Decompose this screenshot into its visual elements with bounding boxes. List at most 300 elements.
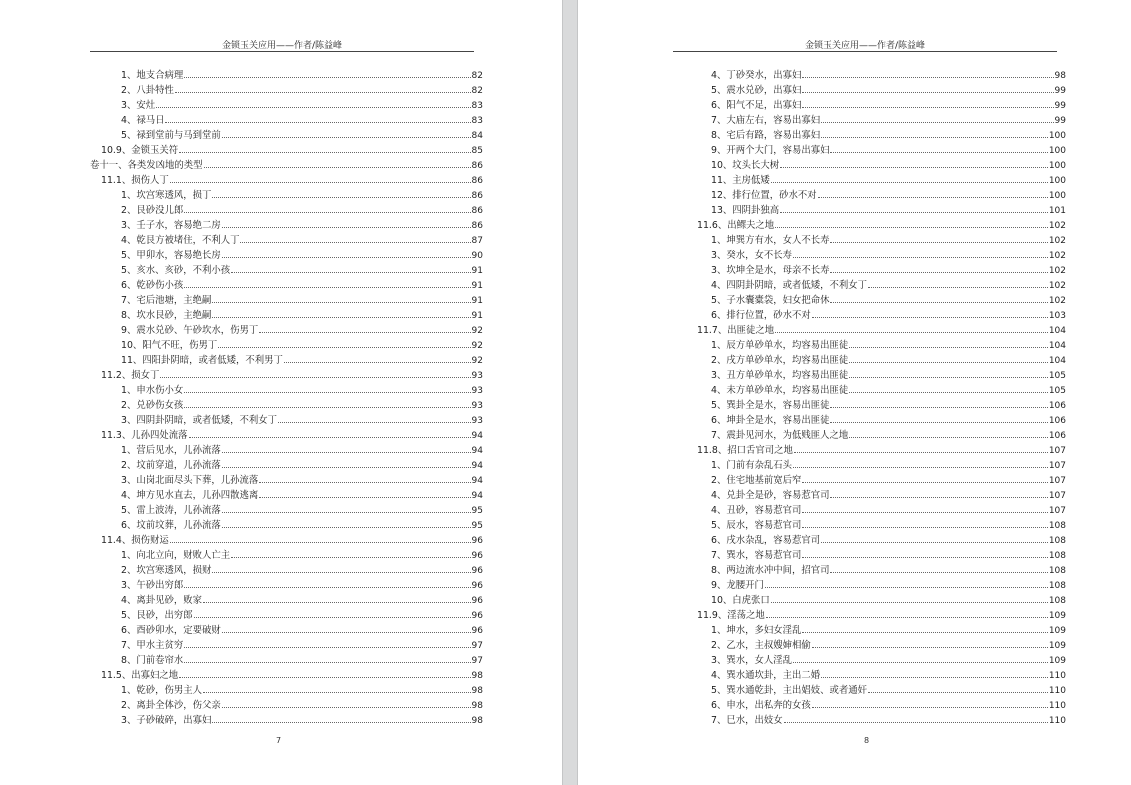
toc-entry-label: 3、丑方单砂单水，均容易出匪徒 [711, 370, 849, 381]
toc-entry-page: 107 [1048, 476, 1066, 486]
dot-leader [802, 622, 1047, 633]
toc-entry[interactable] [90, 97, 483, 112]
toc-entry-label: 6、申水，出私奔的女孩 [711, 700, 811, 711]
toc-entry[interactable] [90, 532, 483, 547]
toc-entry[interactable] [90, 667, 483, 682]
toc-entry-page: 100 [1048, 161, 1066, 171]
dot-leader [793, 247, 1048, 258]
dot-leader [222, 697, 471, 708]
toc-entry-label: 11.8、招口舌官司之地 [697, 445, 793, 456]
dot-leader [830, 142, 1047, 153]
dot-leader [156, 97, 470, 108]
toc-entry-label: 11.5、出寡妇之地 [101, 670, 179, 681]
toc-entry[interactable] [90, 637, 483, 652]
toc-entry-page: 102 [1048, 281, 1066, 291]
toc-entry-page: 90 [471, 251, 483, 261]
toc-entry[interactable] [686, 172, 1066, 187]
toc-entry-page: 98 [471, 701, 483, 711]
toc-entry-label: 5、巽卦全是水，容易出匪徒 [711, 400, 830, 411]
toc-entry-page: 93 [471, 416, 483, 426]
toc-entry[interactable] [90, 517, 483, 532]
dot-leader [780, 202, 1048, 213]
dot-leader [780, 157, 1048, 168]
toc-entry[interactable] [90, 322, 483, 337]
toc-entry-page: 91 [471, 296, 483, 306]
toc-entry[interactable] [686, 517, 1066, 532]
toc-entry-label: 4、离卦见砂，败家 [121, 595, 202, 606]
toc-entry[interactable] [686, 382, 1066, 397]
toc-entry-page: 86 [471, 221, 483, 231]
toc-entry-page: 85 [471, 146, 483, 156]
toc-entry-page: 98 [471, 671, 483, 681]
dot-leader [212, 307, 470, 318]
toc-entry[interactable] [90, 217, 483, 232]
toc-entry[interactable] [686, 427, 1066, 442]
toc-entry-page: 108 [1048, 566, 1066, 576]
dot-leader [830, 232, 1047, 243]
dot-leader [175, 82, 471, 93]
toc-entry[interactable] [90, 142, 483, 157]
toc-entry-page: 108 [1048, 581, 1066, 591]
toc-entry-page: 96 [471, 611, 483, 621]
dot-leader [802, 472, 1047, 483]
toc-entry-page: 92 [471, 326, 483, 336]
dot-leader [802, 67, 1053, 78]
toc-entry-page: 96 [471, 626, 483, 636]
dot-leader [830, 412, 1047, 423]
toc-entry[interactable] [686, 562, 1066, 577]
dot-leader [821, 127, 1048, 138]
dot-leader [184, 397, 470, 408]
page-header: 金锁玉关应用——作者/陈益峰 [221, 41, 343, 51]
toc-entry[interactable] [686, 667, 1066, 682]
toc-entry-label: 1、坤巽方有水，女人不长寿 [711, 235, 830, 246]
toc-entry[interactable] [686, 217, 1066, 232]
toc-entry-page: 100 [1048, 191, 1066, 201]
toc-entry-page: 92 [471, 356, 483, 366]
dot-leader [849, 337, 1048, 348]
toc-entry-label: 5、雷上波涛，儿孙流落 [121, 505, 221, 516]
toc-entry-label: 5、艮砂，出穷郎 [121, 610, 193, 621]
toc-entry-page: 106 [1048, 416, 1066, 426]
toc-entry[interactable] [686, 607, 1066, 622]
toc-entry-label: 4、坤方见水直去，儿孙四散逃离 [121, 490, 259, 501]
toc-entry-label: 3、坎坤全是水，母亲不长寿 [711, 265, 830, 276]
toc-entry-label: 5、子水囊橐袋，妇女把命休 [711, 295, 830, 306]
toc-entry[interactable] [686, 712, 1066, 727]
toc-entry-label: 1、申水伤小女 [121, 385, 184, 396]
toc-entry[interactable] [686, 82, 1066, 97]
toc-entry-page: 96 [471, 566, 483, 576]
dot-leader [184, 382, 470, 393]
dot-leader [222, 442, 471, 453]
dot-leader [203, 682, 471, 693]
dot-leader [821, 667, 1048, 678]
toc-entry-page: 109 [1048, 626, 1066, 636]
toc-entry[interactable] [90, 232, 483, 247]
toc-entry-page: 109 [1048, 641, 1066, 651]
toc-entry-label: 4、丁砂癸水，出寡妇 [711, 70, 802, 81]
dot-leader [794, 442, 1048, 453]
toc-entry-label: 1、辰方单砂单水，均容易出匪徒 [711, 340, 849, 351]
toc-entry[interactable] [90, 172, 483, 187]
toc-entry[interactable] [90, 487, 483, 502]
toc-entry-label: 5、震水兑砂，出寡妇 [711, 85, 802, 96]
toc-entry-label: 卷十一、各类发凶地的类型 [90, 160, 203, 171]
toc-entry-page: 94 [471, 476, 483, 486]
toc-entry-label: 8、坎水艮砂，主绝嗣 [121, 310, 212, 321]
dot-leader [259, 487, 470, 498]
toc-entry[interactable] [90, 427, 483, 442]
toc-entry-page: 107 [1048, 446, 1066, 456]
toc-entry-page: 100 [1048, 131, 1066, 141]
toc-entry[interactable] [686, 157, 1066, 172]
toc-entry-label: 11、主房低矮 [711, 175, 770, 186]
toc-entry[interactable] [90, 187, 483, 202]
toc-entry-page: 86 [471, 176, 483, 186]
toc-entry-label: 2、兑砂伤女孩 [121, 400, 184, 411]
toc-entry-label: 1、营后见水，儿孙流落 [121, 445, 221, 456]
toc-entry[interactable] [686, 547, 1066, 562]
dot-leader [184, 637, 470, 648]
toc-entry[interactable] [90, 337, 483, 352]
toc-entry-label: 5、甲卯水，容易绝长房 [121, 250, 221, 261]
toc-entry-page: 86 [471, 161, 483, 171]
toc-entry[interactable] [686, 487, 1066, 502]
toc-entry-label: 4、兑卦全是砂，容易惹官司 [711, 490, 830, 501]
toc-entry-label: 7、宅后池塘，主绝嗣 [121, 295, 212, 306]
dot-leader [775, 322, 1048, 333]
toc-entry[interactable] [90, 397, 483, 412]
toc-entry-page: 109 [1048, 656, 1066, 666]
dot-leader [830, 292, 1047, 303]
toc-entry-page: 92 [471, 341, 483, 351]
toc-entry[interactable] [686, 352, 1066, 367]
dot-leader [231, 547, 470, 558]
dot-leader [849, 367, 1048, 378]
toc-entry[interactable] [686, 682, 1066, 697]
toc-entry-label: 9、开两个大门，容易出寡妇 [711, 145, 830, 156]
toc-entry-page: 107 [1048, 506, 1066, 516]
dot-leader [812, 307, 1048, 318]
header-rule [90, 51, 474, 52]
toc-entry[interactable] [686, 277, 1066, 292]
toc-entry-page: 87 [471, 236, 483, 246]
toc-entry-label: 6、乾砂伤小孩 [121, 280, 184, 291]
toc-entry[interactable] [90, 112, 483, 127]
toc-entry[interactable] [686, 322, 1066, 337]
toc-entry[interactable] [686, 232, 1066, 247]
toc-entry-page: 106 [1048, 401, 1066, 411]
toc-entry-page: 102 [1048, 296, 1066, 306]
page-number: 8 [864, 736, 870, 745]
toc-entry-label: 5、巽水通乾卦，主出娼妓、或者通奸 [711, 685, 867, 696]
toc-entry[interactable] [90, 262, 483, 277]
dot-leader [784, 712, 1048, 723]
toc-entry-label: 10、白虎张口 [711, 595, 770, 606]
page-right [578, 0, 1131, 785]
toc-entry[interactable] [90, 697, 483, 712]
toc-entry-label: 1、坎宫寒透风，损丁 [121, 190, 212, 201]
toc-entry-label: 2、坟前穿道，儿孙流落 [121, 460, 221, 471]
dot-leader [212, 187, 470, 198]
toc-entry-page: 98 [1054, 71, 1066, 81]
toc-entry[interactable] [686, 112, 1066, 127]
dot-leader [184, 277, 470, 288]
toc-entry[interactable] [90, 607, 483, 622]
dot-leader [218, 337, 470, 348]
toc-entry-label: 5、辰水，容易惹官司 [711, 520, 802, 531]
toc-entry-page: 100 [1048, 176, 1066, 186]
toc-entry[interactable] [686, 202, 1066, 217]
toc-entry-label: 2、戌方单砂单水，均容易出匪徒 [711, 355, 849, 366]
toc-entry[interactable] [90, 247, 483, 262]
toc-entry-label: 11.7、出匪徒之地 [697, 325, 775, 336]
toc-entry-label: 11.4、损伤财运 [101, 535, 169, 546]
toc-entry-page: 96 [471, 536, 483, 546]
toc-entry-label: 1、乾砂，伤男主人 [121, 685, 202, 696]
toc-entry-page: 110 [1048, 716, 1066, 726]
toc-entry[interactable] [686, 637, 1066, 652]
toc-entry-label: 2、乙水，主叔嫂婶相偷 [711, 640, 811, 651]
toc-entry[interactable] [90, 82, 483, 97]
toc-entry[interactable] [686, 127, 1066, 142]
toc-entry-page: 82 [471, 86, 483, 96]
toc-entry-label: 3、巽水，女人淫乱 [711, 655, 792, 666]
toc-entry[interactable] [90, 502, 483, 517]
toc-entry-label: 7、大庙左右，容易出寡妇 [711, 115, 821, 126]
toc-entry-label: 9、震水兑砂、午砂坎水，伤男丁 [121, 325, 259, 336]
toc-entry[interactable] [90, 712, 483, 727]
dot-leader [212, 562, 470, 573]
toc-entry-label: 3、壬子水，容易绝二房 [121, 220, 221, 231]
toc-entry-page: 104 [1048, 341, 1066, 351]
toc-entry[interactable] [90, 652, 483, 667]
toc-entry-label: 3、癸水，女不长寿 [711, 250, 792, 261]
toc-entry-page: 102 [1048, 251, 1066, 261]
toc-entry[interactable] [90, 442, 483, 457]
toc-entry[interactable] [686, 67, 1066, 82]
toc-entry-page: 107 [1048, 491, 1066, 501]
dot-leader [222, 217, 471, 228]
toc-entry-page: 94 [471, 431, 483, 441]
dot-leader [830, 487, 1047, 498]
dot-leader [812, 637, 1048, 648]
dot-leader [240, 232, 470, 243]
toc-entry-page: 97 [471, 641, 483, 651]
dot-leader [284, 352, 471, 363]
toc-entry[interactable] [686, 502, 1066, 517]
toc-entry[interactable] [686, 442, 1066, 457]
dot-leader [222, 127, 471, 138]
toc-entry[interactable] [90, 562, 483, 577]
toc-entry[interactable] [686, 652, 1066, 667]
toc-entry-page: 104 [1048, 356, 1066, 366]
toc-entry[interactable] [686, 367, 1066, 382]
toc-entry-page: 83 [471, 101, 483, 111]
toc-entry-label: 7、震卦见河水，为低贱匪人之地 [711, 430, 849, 441]
dot-leader [821, 112, 1053, 123]
toc-entry[interactable] [686, 472, 1066, 487]
dot-leader [821, 532, 1048, 543]
toc-entry[interactable] [90, 292, 483, 307]
toc-entry[interactable] [686, 307, 1066, 322]
toc-entry-label: 10.9、金锁玉关符 [101, 145, 179, 156]
dot-leader [184, 202, 470, 213]
toc-entry[interactable] [90, 157, 483, 172]
toc-entry-label: 11、四阳卦阴暗，或者低矮，不利男丁 [121, 355, 283, 366]
toc-entry[interactable] [686, 697, 1066, 712]
dot-leader [222, 517, 471, 528]
toc-entry[interactable] [686, 247, 1066, 262]
toc-entry-page: 102 [1048, 236, 1066, 246]
toc-entry-label: 6、阳气不足，出寡妇 [711, 100, 802, 111]
dot-leader [231, 262, 470, 273]
dot-leader [868, 682, 1048, 693]
toc-entry[interactable] [686, 577, 1066, 592]
toc-entry-page: 96 [471, 581, 483, 591]
dot-leader [170, 532, 471, 543]
toc-entry[interactable] [90, 577, 483, 592]
toc-entry-page: 105 [1048, 386, 1066, 396]
toc-entry-label: 13、四阴卦独高 [711, 205, 780, 216]
toc-entry-label: 6、酉砂卯水，定要破财 [121, 625, 221, 636]
toc-entry-page: 93 [471, 386, 483, 396]
toc-entry-page: 99 [1054, 86, 1066, 96]
dot-leader [771, 592, 1048, 603]
toc-entry-label: 2、离卦全体沙，伤父亲 [121, 700, 221, 711]
dot-leader [222, 457, 471, 468]
dot-leader [212, 712, 470, 723]
toc-entry-page: 101 [1048, 206, 1066, 216]
toc-entry-page: 86 [471, 191, 483, 201]
toc-entry-page: 94 [471, 461, 483, 471]
dot-leader [204, 157, 471, 168]
toc-entry-label: 6、戌水杂乱，容易惹官司 [711, 535, 821, 546]
dot-leader [189, 427, 471, 438]
toc-entry-label: 2、八卦特性 [121, 85, 174, 96]
toc-entry-label: 2、住宅地基前宽后窄 [711, 475, 802, 486]
dot-leader [259, 322, 470, 333]
toc-entry[interactable] [90, 277, 483, 292]
dot-leader [179, 667, 470, 678]
toc-entry[interactable] [90, 307, 483, 322]
toc-entry[interactable] [686, 457, 1066, 472]
toc-entry[interactable] [686, 142, 1066, 157]
dot-leader [179, 142, 470, 153]
toc-entry-label: 8、两边流水冲中间，招官司 [711, 565, 830, 576]
toc-entry[interactable] [686, 337, 1066, 352]
toc-entry-page: 99 [1054, 116, 1066, 126]
toc-entry-label: 7、甲水主贫穷 [121, 640, 184, 651]
toc-entry-page: 95 [471, 506, 483, 516]
toc-entry[interactable] [686, 397, 1066, 412]
toc-entry-page: 93 [471, 371, 483, 381]
toc-entry-label: 3、四阴卦阴暗，或者低矮，不利女丁 [121, 415, 277, 426]
toc-entry[interactable] [90, 67, 483, 82]
toc-entry-page: 106 [1048, 431, 1066, 441]
toc-entry-label: 11.3、儿孙四处流落 [101, 430, 188, 441]
toc-entry-page: 99 [1054, 101, 1066, 111]
toc-entry[interactable] [90, 127, 483, 142]
toc-entry[interactable] [686, 187, 1066, 202]
toc-entry-label: 1、门前有杂乱石头 [711, 460, 792, 471]
toc-entry-label: 10、阳气不旺，伤男丁 [121, 340, 218, 351]
page-left [0, 0, 562, 785]
dot-leader [802, 82, 1053, 93]
toc-entry[interactable] [90, 472, 483, 487]
toc-entry[interactable] [686, 262, 1066, 277]
toc-entry-label: 4、四阴卦阴暗，或者低矮，不利女丁 [711, 280, 867, 291]
toc-entry-page: 91 [471, 311, 483, 321]
toc-entry[interactable] [90, 682, 483, 697]
toc-entry[interactable] [90, 412, 483, 427]
dot-leader [793, 652, 1048, 663]
toc-entry-page: 98 [471, 686, 483, 696]
page-separator [562, 0, 578, 785]
toc-entry-label: 3、山岗北面尽头下葬，儿孙流落 [121, 475, 259, 486]
toc-entry-label: 3、子砂破碎，出寡妇 [121, 715, 212, 726]
toc-entry[interactable] [90, 457, 483, 472]
toc-entry[interactable] [90, 592, 483, 607]
toc-entry-label: 11.2、损女丁 [101, 370, 160, 381]
toc-entry-page: 98 [471, 716, 483, 726]
dot-leader [802, 97, 1053, 108]
toc-entry-label: 4、未方单砂单水，均容易出匪徒 [711, 385, 849, 396]
toc-entry[interactable] [686, 97, 1066, 112]
toc-entry-page: 110 [1048, 701, 1066, 711]
toc-entry[interactable] [90, 352, 483, 367]
toc-entry[interactable] [686, 412, 1066, 427]
toc-entry-label: 6、坤卦全是水，容易出匪徒 [711, 415, 830, 426]
dot-leader [212, 292, 470, 303]
dot-leader [830, 562, 1047, 573]
toc-entry[interactable] [90, 202, 483, 217]
toc-entry-page: 91 [471, 266, 483, 276]
toc-entry-page: 93 [471, 401, 483, 411]
toc-entry-page: 83 [471, 116, 483, 126]
toc-entry-page: 82 [471, 71, 483, 81]
dot-leader [165, 112, 470, 123]
toc-entry[interactable] [686, 622, 1066, 637]
toc-entry[interactable] [686, 532, 1066, 547]
toc-entry-label: 1、坤水，多妇女淫乱 [711, 625, 802, 636]
dot-leader [818, 187, 1048, 198]
toc-entry-page: 102 [1048, 221, 1066, 231]
toc-entry[interactable] [90, 622, 483, 637]
dot-leader [184, 577, 470, 588]
toc-entry-page: 108 [1048, 596, 1066, 606]
toc-entry[interactable] [90, 547, 483, 562]
toc-entry-page: 96 [471, 596, 483, 606]
toc-entry-label: 5、禄到堂前与马到堂前 [121, 130, 221, 141]
toc-entry[interactable] [686, 592, 1066, 607]
toc-entry[interactable] [90, 367, 483, 382]
toc-entry-label: 9、龙腰开门 [711, 580, 764, 591]
toc-entry-label: 3、午砂出穷郎 [121, 580, 184, 591]
toc-entry-label: 2、艮砂没儿郎 [121, 205, 184, 216]
dot-leader [802, 517, 1047, 528]
dot-leader [775, 217, 1048, 228]
toc-entry[interactable] [90, 382, 483, 397]
toc-entry-page: 107 [1048, 461, 1066, 471]
toc-entry-label: 1、向北立向，财败人亡主 [121, 550, 231, 561]
toc-entry-page: 84 [471, 131, 483, 141]
dot-leader [849, 352, 1048, 363]
toc-entry-page: 96 [471, 551, 483, 561]
toc-entry[interactable] [686, 292, 1066, 307]
toc-entry-label: 4、丑砂，容易惹官司 [711, 505, 802, 516]
